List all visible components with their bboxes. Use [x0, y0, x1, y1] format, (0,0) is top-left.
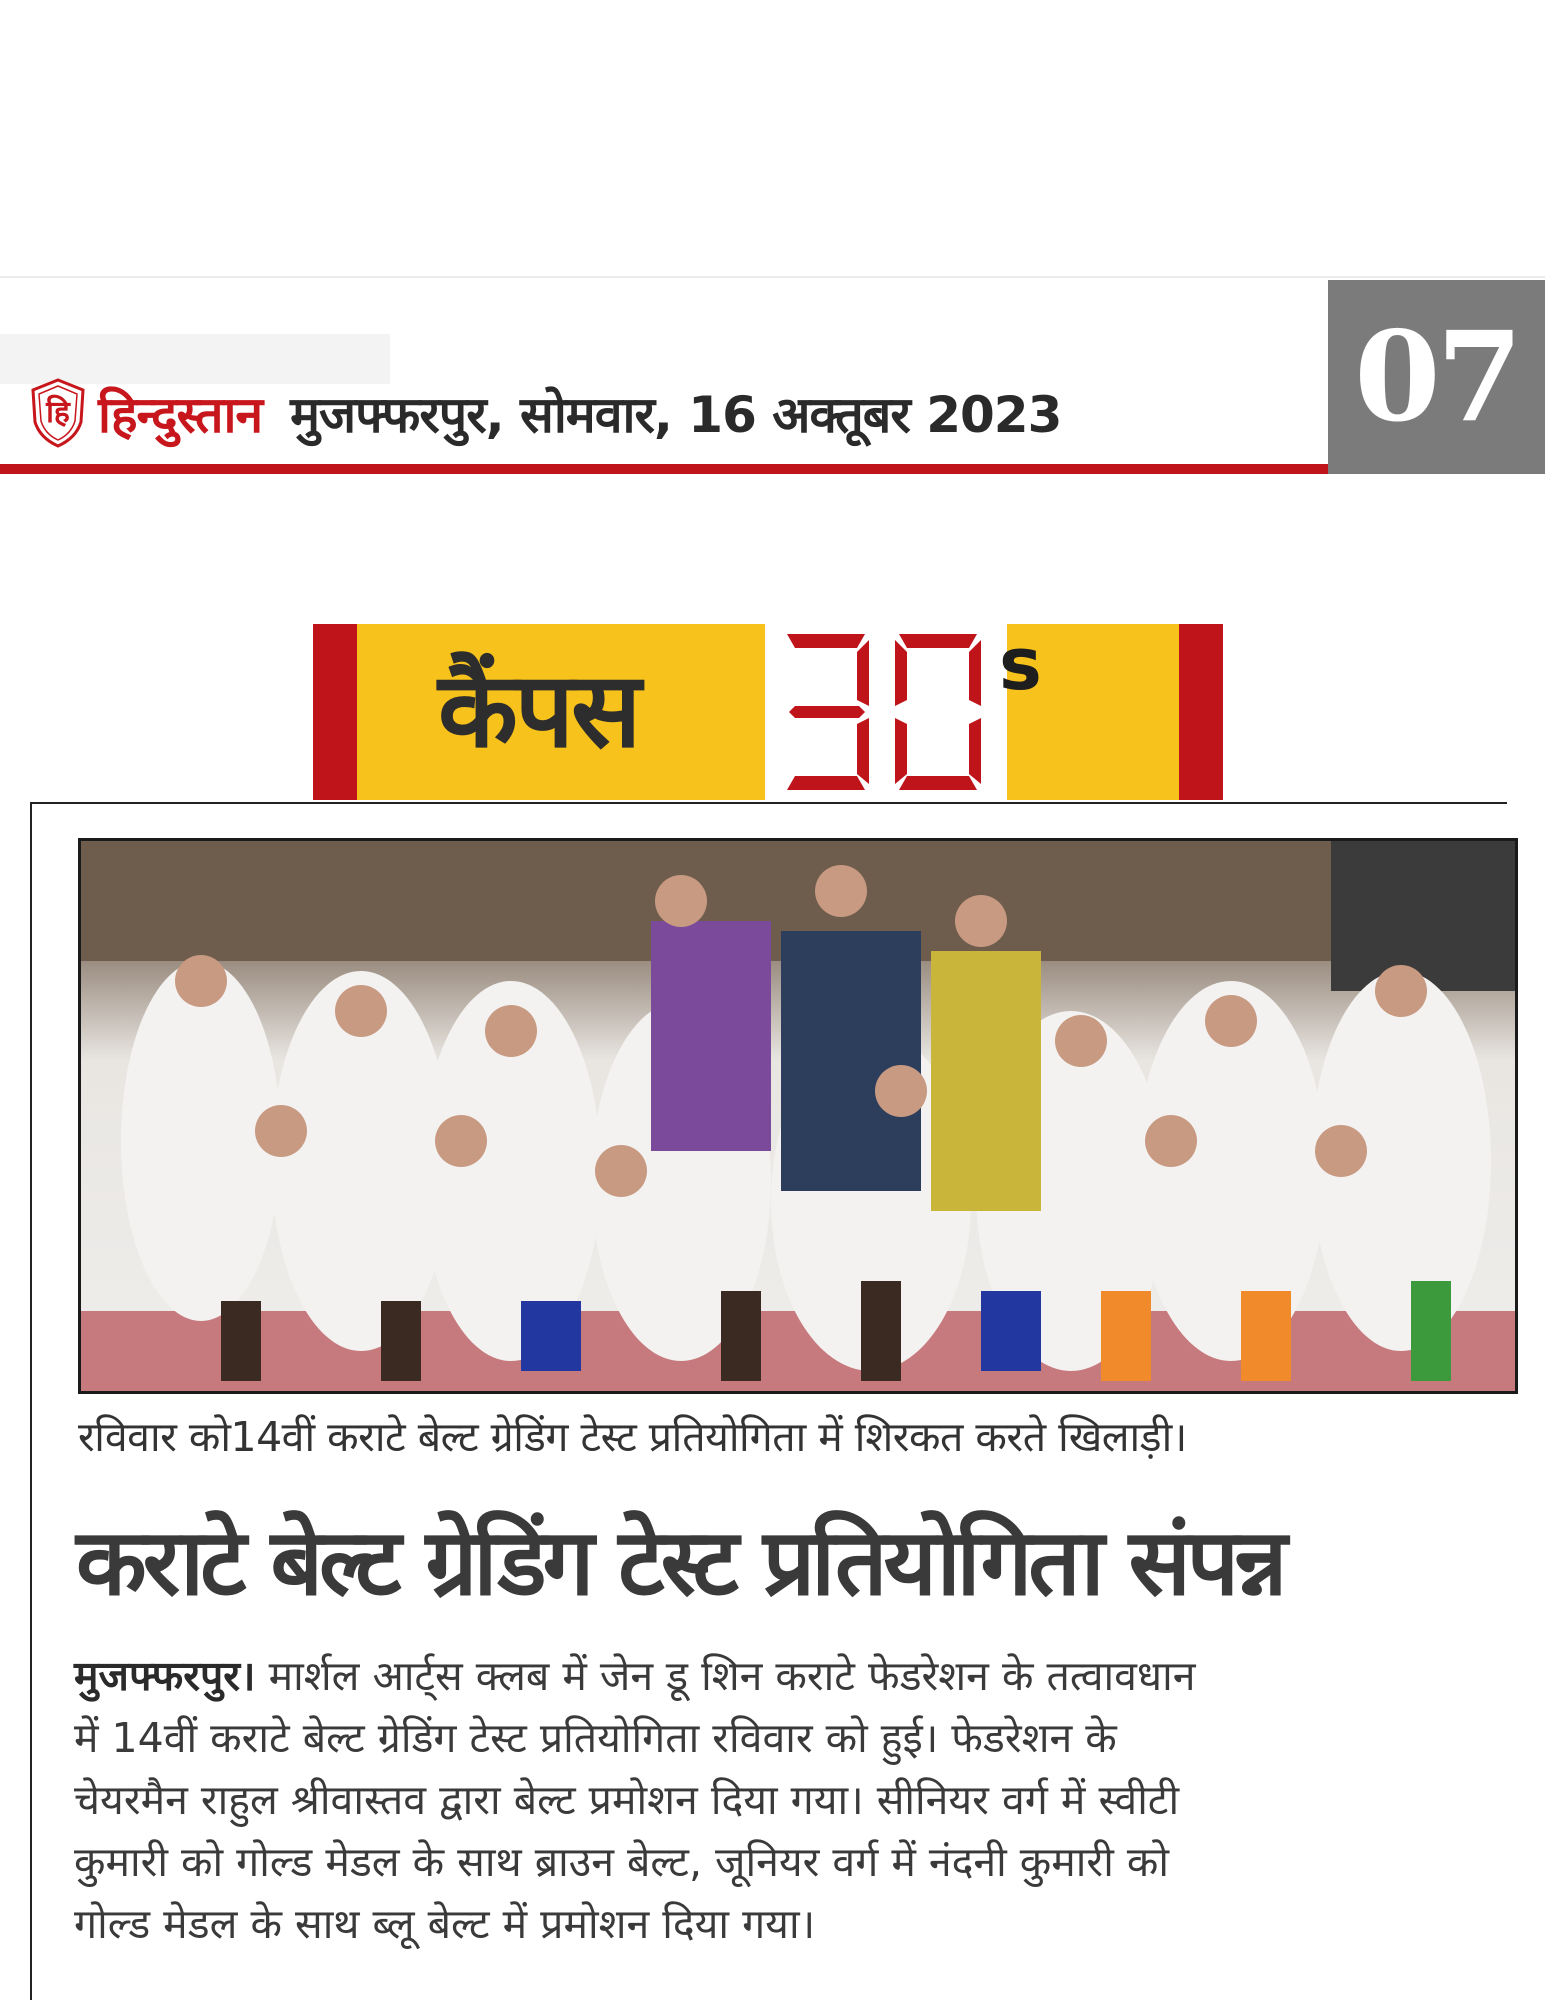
banner-right-cap	[1179, 624, 1223, 800]
group-photo	[78, 838, 1518, 1394]
banner-digits	[765, 624, 1007, 800]
article-body-line-5: गोल्ड मेडल के साथ ब्लू बेल्ट में प्रमोशन दिया गया।	[74, 1900, 816, 1948]
section-banner	[313, 624, 1223, 800]
banner-left-cap	[313, 624, 357, 800]
dateline-lead: मुजफ्फरपुर।	[74, 1652, 256, 1700]
newspaper-logo-icon	[30, 378, 86, 448]
seven-segment-30-icon	[765, 624, 1007, 800]
dateline: मुजफ्फरपुर, सोमवार, 16 अक्तूबर 2023	[290, 386, 1062, 444]
photo-caption: रविवार को14वीं कराटे बेल्ट ग्रेडिंग टेस्ट प्रतियोगिता में शिरकत करते खिलाड़ी।	[78, 1413, 1187, 1461]
article-headline: कराटे बेल्ट ग्रेडिंग टेस्ट प्रतियोगिता संपन्न	[76, 1509, 1284, 1616]
article-frame-top	[30, 802, 1507, 804]
banner-suffix: s	[999, 624, 1042, 706]
newspaper-brand: हिन्दुस्तान	[98, 386, 263, 444]
masthead	[30, 375, 1320, 451]
article-frame-left	[30, 802, 32, 2000]
logo-letter: हि	[46, 395, 70, 430]
masthead-red-rule	[0, 464, 1328, 474]
article-body-line-3: चेयरमैन राहुल श्रीवास्तव द्वारा बेल्ट प्रमोशन दिया गया। सीनियर वर्ग में स्वीटी	[74, 1776, 1180, 1824]
group-photo-icon	[81, 841, 1515, 1391]
article-body-line-4: कुमारी को गोल्ड मेडल के साथ ब्राउन बेल्ट, जूनियर वर्ग में नंदनी कुमारी को	[74, 1838, 1169, 1886]
article-body-line-1-text: मार्शल आर्ट्स क्लब में जेन डू शिन कराटे फेडरेशन के तत्वावधान	[255, 1652, 1196, 1700]
article-body	[74, 1645, 1510, 1955]
banner-word: कैंपस	[438, 649, 639, 771]
article-body-line-1	[74, 1645, 1510, 1707]
page-number: 07	[1328, 280, 1545, 474]
article-body-line-2: में 14वीं कराटे बेल्ट ग्रेडिंग टेस्ट प्रतियोगिता रविवार को हुई। फेडरेशन के	[74, 1714, 1117, 1762]
top-rule	[0, 276, 1545, 278]
